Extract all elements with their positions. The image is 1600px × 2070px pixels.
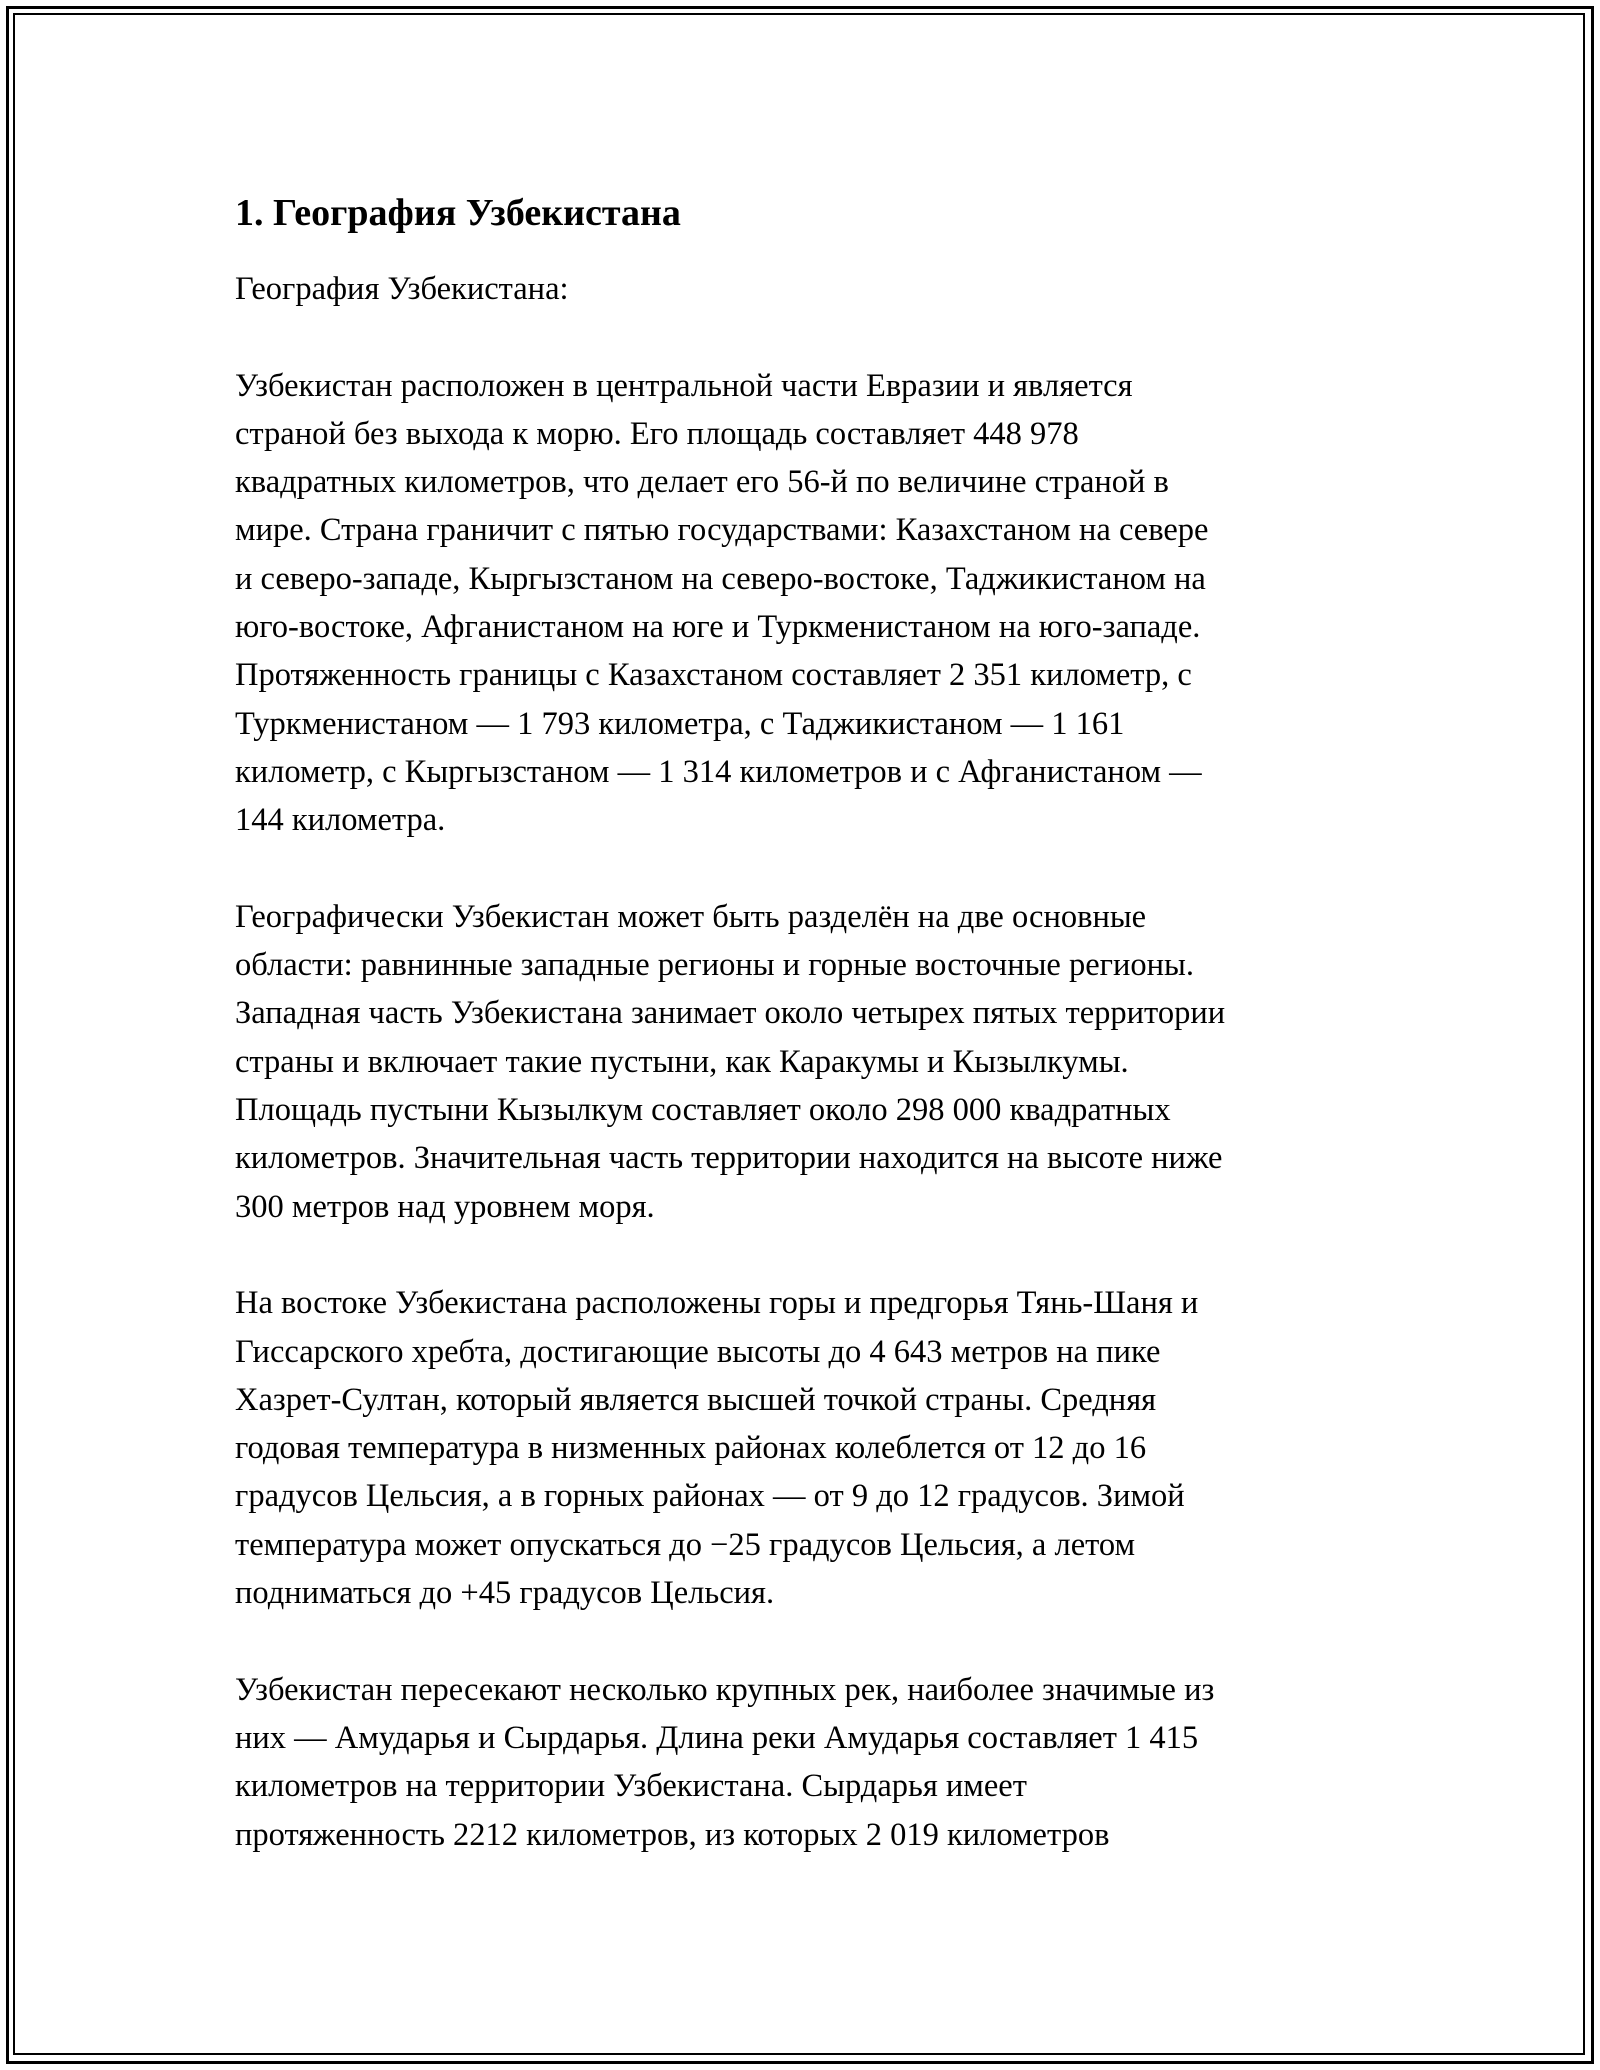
paragraph-mountains-climate: На востоке Узбекистана расположены горы и предгорья Тянь-Шаня и Гиссарского хребта, достигающие высоты до 4 643 метров на пике Хазрет-Султан, который является высшей точкой страны. Средняя годовая температура в низменных районах колеблется от 12 до 16 градусов Цельсия, а в горных районах — от 9 до 12 градусов. Зимой температура может опускаться до −25 градусов Цельсия, а летом подниматься до +45 градусов Цельсия.	[235, 1285, 1199, 1612]
intro-line: География Узбекистана:	[235, 271, 569, 307]
paragraph-borders: Узбекистан расположен в центральной части Евразии и является страной без выхода к морю. Его площадь составляет 448 978 квадратных километров, что делает его 56-й по величине страной в мире. Страна граничит с пятью государствами: Казахстаном на севере и северо-западе, Кыргызстаном на северо-востоке, Таджикистаном на юго-востоке, Афганистаном на юге и Туркменистаном на юго-западе. Протяженность границы с Казахстаном составляет 2 351 километр, с Туркменистаном — 1 793 километра, с Таджикистаном — 1 161 километр, с Кыргызстаном — 1 314 километров и с Афганистаном — 144 километра.	[235, 367, 1209, 839]
section-heading: 1. География Узбекистана	[235, 192, 681, 234]
paragraph-rivers: Узбекистан пересекают несколько крупных рек, наиболее значимые из них — Амударья и Сырдарья. Длина реки Амударья составляет 1 415 километров на территории Узбекистана. Сырдарья имеет протяженность 2212 километров, из которых 2 019 километров	[235, 1671, 1215, 1853]
paragraph-regions: Географически Узбекистан может быть разделён на две основные области: равнинные западные регионы и горные восточные регионы. Западная часть Узбекистана занимает около четырех пятых территории страны и включает такие пустыни, как Каракумы и Кызылкумы. Площадь пустыни Кызылкум составляет около 298 000 квадратных километров. Значительная часть территории находится на высоте ниже 300 метров над уровнем моря.	[235, 898, 1226, 1225]
document-body	[235, 185, 1370, 1907]
